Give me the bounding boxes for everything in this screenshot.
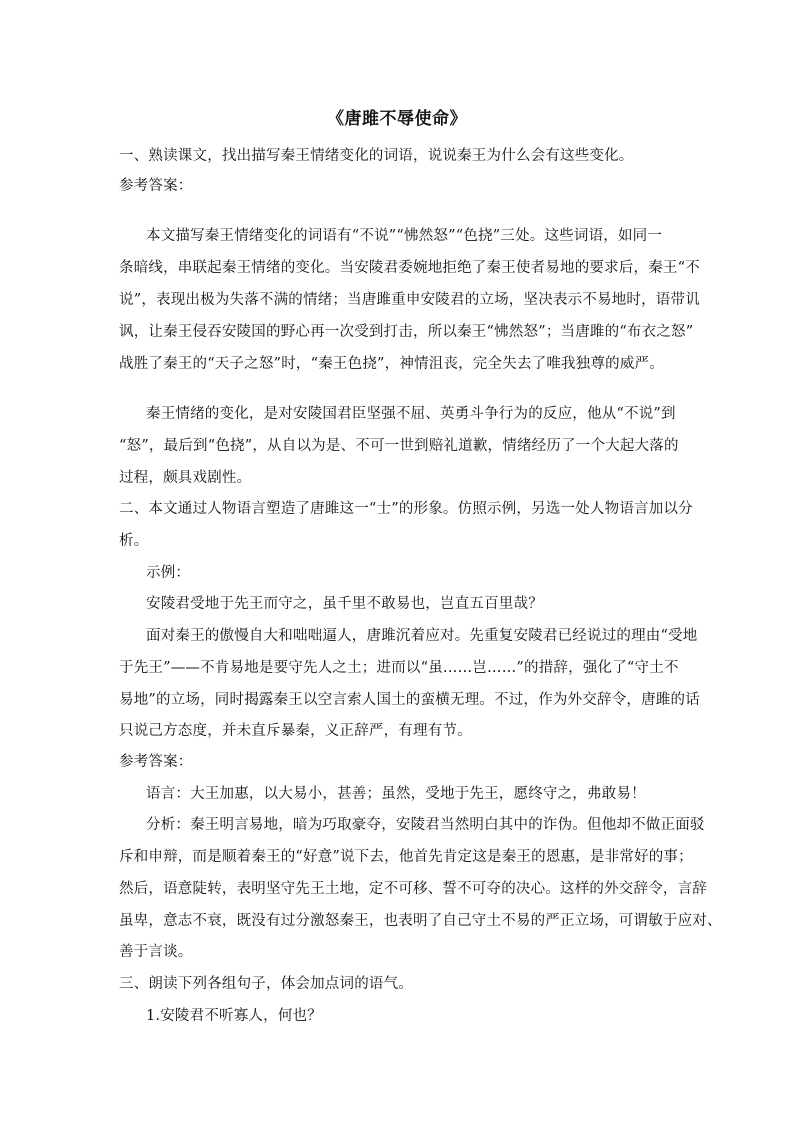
paragraph-line: 战胜了秦王的“天子之怒”时，“秦王色挠”，神情沮丧，完全失去了唯我独尊的威严。 (119, 356, 664, 372)
paragraph-line: 然后，语意陡转，表明坚守先王土地，定不可移、誓不可夺的决心。这样的外交辞令，言辞 (119, 881, 707, 897)
question-three: 三、朗读下列各组句子，体会加点词的语气。 (119, 976, 413, 992)
question-one: 一、熟读课文，找出描写秦王情绪变化的词语，说说秦王为什么会有这些变化。 (119, 148, 634, 164)
paragraph-line: 讽，让秦王侵吞安陵国的野心再一次受到打击，所以秦王“怫然怒”；当唐雎的“布衣之怒” (119, 324, 694, 340)
paragraph-line: 于先王”——不肯易地是要守先人之土；进而以“虽……岂……”的措辞，强化了“守土不 (119, 660, 679, 676)
paragraph-line: 面对秦王的傲慢自大和咄咄逼人，唐雎沉着应对。先重复安陵君已经说过的理由“受地 (146, 628, 698, 644)
sentence-item: 1.安陵君不听寡人，何也？ (146, 1008, 322, 1024)
example-quote: 安陵君受地于先王而守之，虽千里不敢易也，岂直五百里哉？ (146, 596, 543, 612)
question-two: 二、本文通过人物语言塑造了唐雎这一“士”的形象。仿照示例，另选一处人物语言加以分 (119, 501, 693, 517)
paragraph-line: 虽卑，意志不衰，既没有过分激怒秦王，也表明了自己守土不易的严正立场，可谓敏于应对、 (119, 913, 722, 929)
paragraph-line: 斥和申辩，而是顺着秦王的“好意”说下去，他首先肯定这是秦王的恩惠，是非常好的事； (119, 849, 693, 865)
paragraph-line: 分析：秦王明言易地，暗为巧取豪夺，安陵君当然明白其中的诈伪。但他却不做正面驳 (146, 817, 705, 833)
paragraph-line: 本文描写秦王情绪变化的词语有“不说”“怫然怒”“色挠”三处。这些词语，如同一 (146, 228, 663, 244)
example-label: 示例： (146, 565, 191, 581)
paragraph-line: 易地”的立场，同时揭露秦王以空言索人国土的蛮横无理。不过，作为外交辞令，唐雎的话 (119, 692, 700, 708)
question-two-continued: 析。 (119, 533, 149, 549)
answer-label: 参考答案： (119, 178, 193, 194)
paragraph-line: “怒”，最后到“色挠”，从自以为是、不可一世到赔礼道歉，情绪经历了一个大起大落的 (119, 438, 679, 454)
paragraph-line: 条暗线，串联起秦王情绪的变化。当安陵君委婉地拒绝了秦王使者易地的要求后，秦王“不 (119, 260, 700, 276)
page-title: 《唐雎不辱使命》 (327, 109, 467, 129)
paragraph-line: 只说己方态度，并未直斥暴秦，义正辞严，有理有节。 (119, 723, 472, 739)
paragraph-line: 过程，颇具戏剧性。 (119, 470, 252, 486)
language-quote: 语言：大王加惠，以大易小，甚善；虽然，受地于先王，愿终守之，弗敢易！ (146, 786, 646, 802)
paragraph-line: 秦王情绪的变化，是对安陵国君臣坚强不屈、英勇斗争行为的反应，他从“不说”到 (146, 406, 676, 422)
answer-label: 参考答案： (119, 754, 193, 770)
paragraph-line: 说”，表现出极为失落不满的情绪；当唐雎重申安陵君的立场，坚决表示不易地时，语带讥 (119, 292, 700, 308)
paragraph-line: 善于言谈。 (119, 944, 193, 960)
